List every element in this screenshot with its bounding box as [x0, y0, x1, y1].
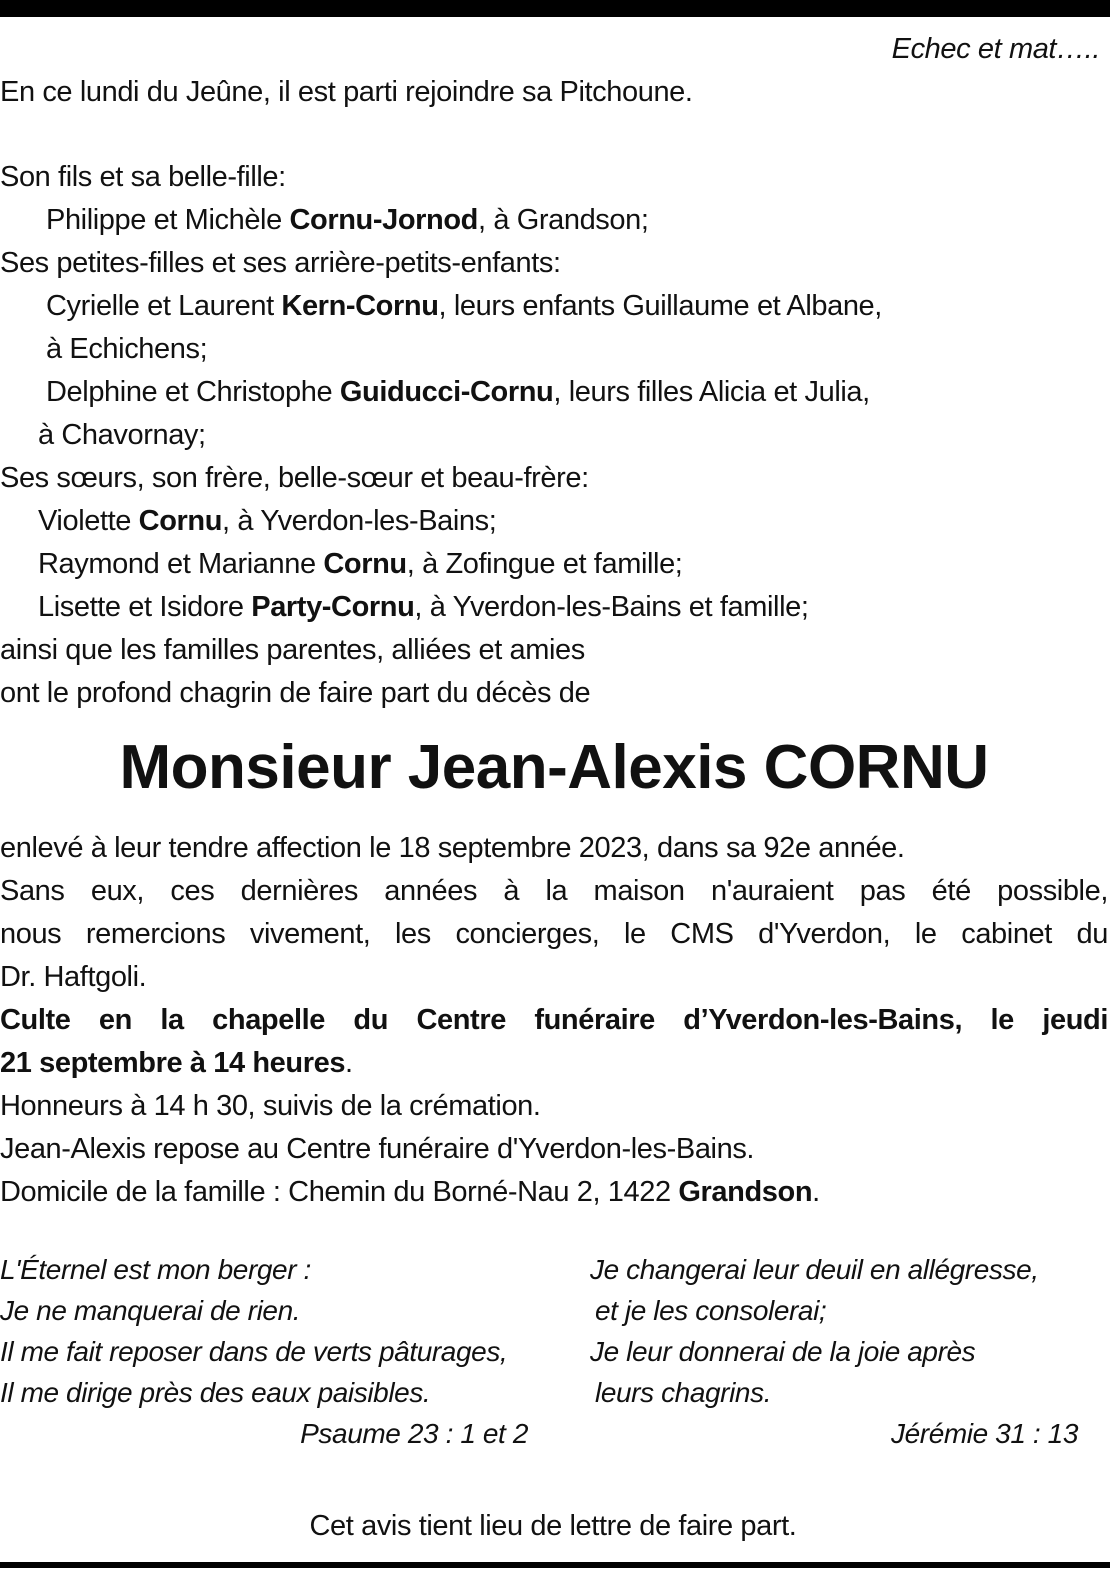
spacer	[0, 1214, 1108, 1249]
verse-line: et je les consolerai;	[595, 1295, 827, 1326]
deceased-name: Monsieur Jean-Alexis CORNU	[119, 733, 989, 802]
sibling-2-place: , à Zofingue et famille;	[406, 548, 683, 580]
sibling-1-names: Violette	[38, 505, 139, 537]
verse-line: Il me fait reposer dans de verts pâturages,	[0, 1336, 508, 1367]
honours-line: Honneurs à 14 h 30, suivis de la crémation.	[0, 1090, 541, 1122]
domicile-end: .	[812, 1176, 820, 1208]
others-line: ainsi que les familles parentes, alliées et amies	[0, 634, 585, 666]
son-line	[0, 199, 1108, 242]
intro-line: En ce lundi du Jeûne, il est parti rejoindre sa Pitchoune.	[0, 76, 693, 108]
service-text-1: Culte en la chapelle du Centre funéraire d’Yverdon-les-Bains, le jeudi	[0, 1004, 1108, 1036]
sibling-2-surname: Cornu	[323, 548, 407, 580]
death-details: enlevé à leur tendre affection le 18 septembre 2023, dans sa 92e année.	[0, 832, 905, 864]
grandchildren-heading: Ses petites-filles et ses arrière-petits-enfants:	[0, 247, 561, 279]
siblings-heading: Ses sœurs, son frère, belle-sœur et beau-frère:	[0, 462, 589, 494]
verse-line: Je leur donnerai de la joie après	[590, 1336, 976, 1367]
grandchild-2-names: Delphine et Christophe	[46, 376, 340, 408]
closing-note: Cet avis tient lieu de lettre de faire part.	[309, 1510, 797, 1542]
domicile-line	[0, 1171, 1108, 1214]
son-surname: Cornu-Jornod	[289, 204, 478, 236]
announcement-line: ont le profond chagrin de faire part du décès de	[0, 677, 591, 709]
epigraph: Echec et mat…..	[891, 33, 1100, 65]
sibling-3-surname: Party-Cornu	[251, 591, 415, 623]
grandchild-2-surname: Guiducci-Cornu	[339, 376, 554, 408]
service-end: .	[345, 1047, 353, 1079]
verse-line: Je ne manquerai de rien.	[0, 1295, 301, 1326]
sibling-3-line	[0, 586, 1108, 629]
sibling-1-place: , à Yverdon-les-Bains;	[222, 505, 497, 537]
sibling-1-line	[0, 500, 1108, 543]
grandchild-1-names: Cyrielle et Laurent	[46, 290, 282, 322]
grandchild-1-place: à Echichens;	[46, 333, 208, 365]
psalm-verse	[0, 1249, 560, 1454]
domicile-town: Grandson	[678, 1176, 813, 1208]
thanks-line-2: nous remercions vivement, les concierges, le CMS d'Yverdon, le cabinet du	[0, 918, 1108, 950]
grandchild-1-surname: Kern-Cornu	[281, 290, 439, 322]
grandchild-1-children: , leurs enfants Guillaume et Albane,	[438, 290, 882, 322]
verse-line: L'Éternel est mon berger :	[0, 1254, 311, 1285]
service-line-2	[0, 1042, 1108, 1085]
sibling-1-surname: Cornu	[138, 505, 223, 537]
verse-line: Il me dirige près des eaux paisibles.	[0, 1377, 431, 1408]
top-border-rule	[0, 0, 1110, 17]
son-heading: Son fils et sa belle-fille:	[0, 161, 286, 193]
psalm-reference: Psaume 23 : 1 et 2	[300, 1418, 528, 1449]
service-text-2: 21 septembre à 14 heures	[0, 1047, 346, 1079]
thanks-line-3: Dr. Haftgoli.	[0, 961, 147, 993]
domicile-address: Domicile de la famille : Chemin du Borné-Nau 2, 1422	[0, 1176, 679, 1208]
jeremiah-reference: Jérémie 31 : 13	[891, 1418, 1078, 1449]
death-notice	[0, 28, 1108, 1459]
bottom-border-rule	[0, 1562, 1110, 1568]
sibling-2-names: Raymond et Marianne	[38, 548, 324, 580]
son-names: Philippe et Michèle	[46, 204, 290, 236]
grandchild-2-children: , leurs filles Alicia et Julia,	[553, 376, 870, 408]
rest-place-line: Jean-Alexis repose au Centre funéraire d'Yverdon-les-Bains.	[0, 1133, 755, 1165]
son-place: , à Grandson;	[478, 204, 649, 236]
verse-line: Je changerai leur deuil en allégresse,	[590, 1254, 1039, 1285]
service-line-1	[0, 999, 1108, 1042]
spacer	[0, 114, 1108, 156]
grandchild-1-line	[0, 285, 1108, 328]
sibling-3-place: , à Yverdon-les-Bains et famille;	[414, 591, 809, 623]
grandchild-2-line	[0, 371, 1108, 414]
sibling-2-line	[0, 543, 1108, 586]
grandchild-2-place: à Chavornay;	[38, 419, 206, 451]
verse-line: leurs chagrins.	[595, 1377, 772, 1408]
thanks-line-1: Sans eux, ces dernières années à la maison n'auraient pas été possible,	[0, 875, 1108, 907]
bible-verses	[0, 1249, 1108, 1459]
sibling-3-names: Lisette et Isidore	[38, 591, 252, 623]
jeremiah-verse	[590, 1249, 1100, 1454]
